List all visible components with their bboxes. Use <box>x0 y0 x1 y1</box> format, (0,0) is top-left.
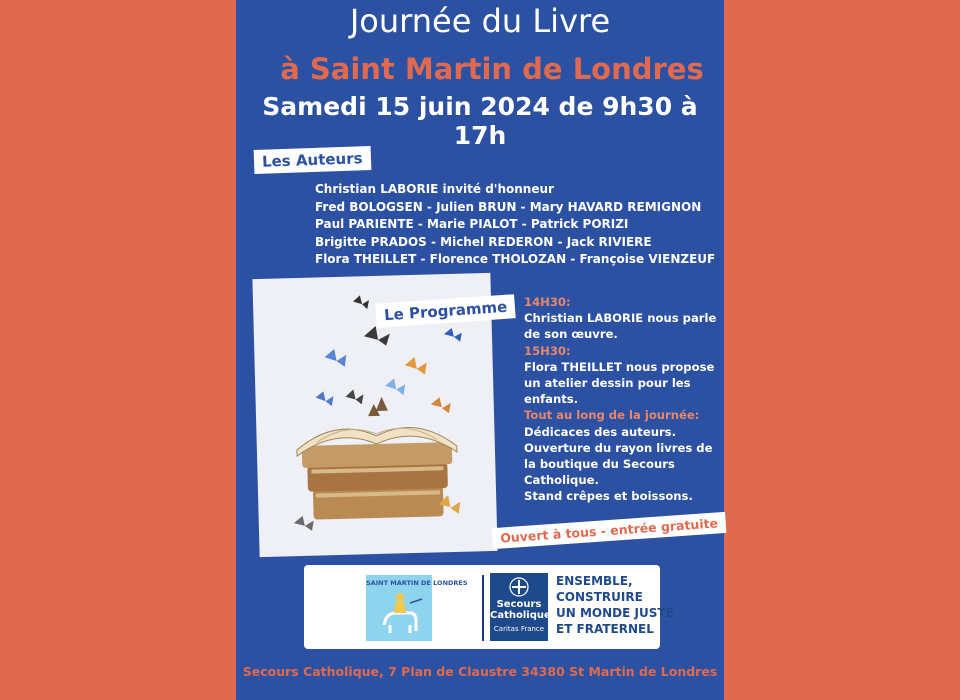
program-text: enfants. <box>524 392 579 407</box>
divider <box>482 575 484 641</box>
program-label: Le Programme <box>375 294 516 328</box>
program-time: 14H30: <box>524 295 571 309</box>
saint-martin-logo-text: SAINT MARTIN DE LONDRES <box>366 579 468 587</box>
event-location: à Saint Martin de Londres <box>280 52 704 86</box>
open-notice: Ouvert à tous - entrée gratuite <box>492 512 727 549</box>
program-text: Flora THEILLET nous propose <box>524 359 715 374</box>
program-text: la boutique du Secours <box>524 457 675 472</box>
slogan-line: ENSEMBLE, <box>556 574 633 588</box>
cross-icon <box>509 577 529 597</box>
poster <box>236 0 724 700</box>
program-text: Dédicaces des auteurs. <box>524 424 676 439</box>
authors-label: Les Auteurs <box>254 146 371 174</box>
program-time: Tout au long de la journée: <box>524 408 700 423</box>
program-text: Christian LABORIE nous parle <box>524 311 717 326</box>
sc-logo-line: Secours <box>496 599 542 610</box>
author-line: Fred BOLOGSEN - Julien BRUN - Mary HAVARD REMIGNON <box>315 199 702 214</box>
authors-list <box>315 181 715 269</box>
logo-band <box>304 565 674 649</box>
program-list <box>524 294 720 505</box>
program-text: Ouverture du rayon livres de <box>524 440 713 455</box>
address: Secours Catholique, 7 Plan de Claustre 34380 St Martin de Londres <box>242 664 718 679</box>
secours-catholique-logo <box>490 573 551 641</box>
program-time: 15H30: <box>524 343 571 358</box>
sc-logo-line: Catholique <box>490 610 551 621</box>
event-date: Samedi 15 juin 2024 de 9h30 à 17h <box>262 92 698 150</box>
saint-martin-logo <box>366 575 468 641</box>
slogan-line: ET FRATERNEL <box>556 622 654 636</box>
program-text: un atelier dessin pour les <box>524 376 691 391</box>
author-line: Paul PARIENTE - Marie PIALOT - Patrick PORIZI <box>315 217 629 231</box>
author-line: Christian LABORIE invité d'honneur <box>315 182 554 196</box>
sc-logo-line: Caritas France <box>493 625 545 633</box>
author-line: Brigitte PRADOS - Michel REDERON - Jack RIVIERE <box>315 234 652 249</box>
program-text: de son œuvre. <box>524 327 618 342</box>
slogan <box>556 573 674 637</box>
program-text: Catholique. <box>524 473 599 488</box>
program-text: Stand crêpes et boissons. <box>524 489 693 504</box>
slogan-line: CONSTRUIRE <box>556 590 643 604</box>
author-line: Flora THEILLET - Florence THOLOZAN - Françoise VIENZEUF <box>315 252 716 266</box>
slogan-line: UN MONDE JUSTE <box>556 606 674 620</box>
event-title: Journée du Livre <box>349 2 611 40</box>
